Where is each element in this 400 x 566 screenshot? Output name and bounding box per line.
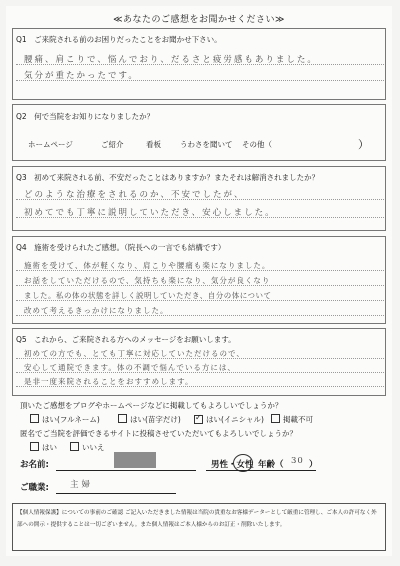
review-option-yes-label: はい [42, 443, 57, 452]
q2-option-rumor: うわさを聞いて [180, 140, 233, 149]
blog-option-decline[interactable] [271, 414, 313, 425]
q5-question: Q5 これから、ご来院される方へのメッセージをお願いします。 [16, 335, 236, 344]
blog-option-fullname-label: はい(フルネーム) [42, 415, 100, 424]
q2-option-other: その他（ [242, 140, 272, 149]
q4-answer-line: お話をしていただけるので、気持ちも楽になり、気分が良くなり [24, 276, 271, 285]
review-option-no[interactable] [70, 442, 105, 453]
q3-answer-line: どのような治療をされるのか、不安でしたが、 [24, 190, 245, 200]
q2-option-homepage: ホームページ [28, 140, 73, 149]
job-underline [56, 493, 176, 494]
blog-option-initials-label: はい(イニシャル) [206, 415, 264, 424]
review-permission-question: 匿名でご当院を評価できるサイトに投稿させていただいてもよろしいでしょうか？ [20, 429, 297, 438]
q4-answer-line: 改めて考えるきっかけになりました。 [24, 306, 169, 315]
q2-option-signboard: 看板 [146, 140, 161, 149]
q5-answer-line: 安心して通院できます。体の不調で悩んでいる方には、 [24, 363, 236, 372]
checkbox[interactable] [30, 414, 39, 423]
job-value: 主婦 [70, 480, 94, 490]
blog-option-surname[interactable] [118, 414, 181, 425]
review-option-yes[interactable] [30, 442, 57, 453]
blog-permission-question: 頂いたご感想をブログやホームページなどに掲載してもよろしいでしょうか？ [20, 401, 283, 410]
q1-answer-line: 腰痛、肩こりで、悩んでおり、だるさと疲労感もありました。 [24, 55, 318, 65]
form-title: ≪あなたのご感想をお聞かせください≫ [113, 15, 285, 25]
name-label: お名前: [20, 460, 49, 470]
q2-question: Q2 何で当院をお知りになりましたか？ [16, 112, 155, 121]
checkbox[interactable] [30, 442, 39, 451]
q3-question: Q3 初めて来院される前、不安だったことはありますか？またそれは解消されましたか？ [16, 173, 320, 182]
gender-label: 男性・女性 [211, 460, 254, 470]
age-close-paren: ） [309, 460, 318, 470]
blog-option-decline-label: 掲載不可 [283, 415, 313, 424]
job-label: ご職業: [20, 483, 49, 493]
blog-option-surname-label: はい(苗字だけ) [130, 415, 181, 424]
q2-option-referral: ご紹介 [101, 140, 124, 149]
checkbox[interactable] [70, 442, 79, 451]
checkbox[interactable] [271, 414, 280, 423]
blog-option-fullname[interactable] [30, 414, 100, 425]
age-label: 年齢（ [258, 460, 284, 470]
q4-answer-line: 施術を受けて、体が軽くなり、肩こりや腰痛も楽になりました。 [24, 261, 271, 270]
q1-question: Q1 ご来院される前のお困りだったことをお聞かせ下さい。 [16, 35, 222, 44]
name-underline [56, 470, 196, 471]
review-option-no-label: いいえ [82, 443, 105, 452]
checkbox[interactable] [118, 414, 127, 423]
q5-answer-line: 初めての方でも、とても丁寧に対応していただけるので、 [24, 349, 245, 358]
questionnaire-sheet [6, 6, 392, 556]
privacy-notice: 【個人情報保護】についての事前のご確認 ご記入いただきました情報は当院の貴重なお客様データーとして厳重に管理し、ご本人の許可なく外部への開示・提供することは一切ございません。また個人情報はご本人様からのお訂正・削除いたします。 [12, 503, 386, 551]
q3-answer-line: 初めてでも丁寧に説明していただき、安心しました。 [24, 208, 276, 218]
q2-close-paren: ） [358, 138, 369, 151]
checkbox-checked[interactable] [194, 415, 203, 424]
q5-answer-line: 是非一度来院されることをおすすめします。 [24, 377, 194, 386]
q1-answer-line: 気分が重たかったです。 [24, 71, 139, 81]
q4-question: Q4 施術を受けられたご感想。（院長への一言でも結構です） [16, 243, 226, 252]
name-redaction [114, 452, 156, 468]
age-value: 30 [291, 456, 304, 466]
gender-age-underline [206, 470, 316, 471]
q4-answer-line: ました。私の体の状態を詳しく説明していただき、自分の体について [24, 291, 272, 300]
blog-option-initials[interactable] [194, 414, 264, 425]
